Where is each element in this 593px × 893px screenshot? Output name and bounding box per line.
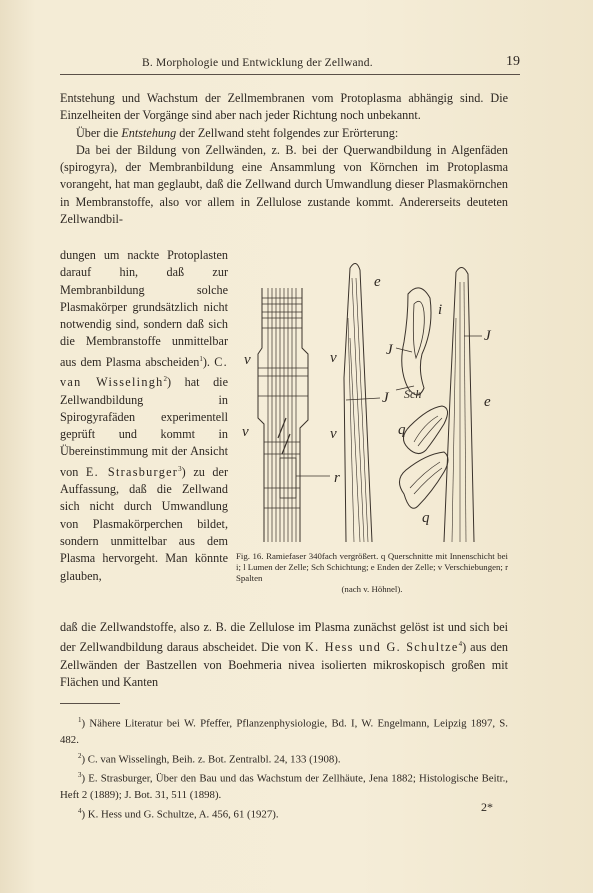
column-part-3: ) hat die Zellwandbildung in Spirogyrafäden experimentell geprüft und kommt in Übereinstimmung mit der Ansicht von — [60, 375, 228, 479]
footnote-4 — [60, 803, 508, 823]
author-names: K. Hess und G. Schultze — [305, 640, 459, 655]
paragraph-3: Da bei der Bildung von Zellwänden, z. B. bei der Querwandbildung in Algenfäden (spirogyra), der Membranbildung eine Ansammlung von Körnchen im Protoplasma vorangeht, hat man geglaubt, daß die Zellwand durch Umwandlung dieser Plasmakörnchen in Membranstoffe, also vor allem in Zellulose zustande kommt. Andererseits deuteten Zellwandbil- — [60, 142, 508, 227]
caption-credit: (nach v. Höhnel). — [341, 584, 403, 594]
footnote-1-mark: 1 — [78, 716, 82, 724]
fig-label-e-top: e — [374, 274, 381, 290]
fig-label-v-left-lower: v — [242, 424, 249, 440]
figure-caption — [236, 551, 508, 595]
cross-section-lower — [399, 452, 448, 508]
cross-section-middle — [403, 406, 447, 454]
footnote-2-text: ) C. van Wisselingh, Beih. z. Bot. Zentralbl. 24, 133 (1908). — [81, 753, 341, 766]
fig-label-v-right-upper: v — [330, 350, 337, 366]
intro-text — [60, 90, 508, 228]
paragraph-2 — [60, 125, 508, 142]
fiber-left — [258, 288, 308, 542]
author-name-2: E. Strasburger — [85, 464, 179, 479]
ref-4: 4 — [458, 640, 463, 649]
author-name-1: C. van Wisselingh — [60, 354, 229, 390]
fiber-middle — [344, 263, 372, 542]
footnote-1-text: ) Nähere Literatur bei W. Pfeffer, Pflanzenphysiologie, Bd. I, W. Engelmann, Leipzig 1897, S. 482. — [60, 717, 508, 746]
left-column-text — [60, 247, 228, 585]
fig-label-v-left-upper: v — [244, 352, 251, 368]
footnote-4-mark: 4 — [78, 806, 82, 815]
footnote-3 — [60, 767, 508, 803]
para2-emphasis: Entstehung — [121, 125, 177, 140]
footnotes — [60, 712, 508, 822]
bottom-part-1: daß die Zellwandstoffe, also z. B. die Zellulose im Plasma zunächst gelöst ist und sich bei der Zellwandbildung daraus abscheidet. Die von — [60, 620, 508, 655]
fig-label-e-right: e — [484, 394, 491, 410]
page-number: 19 — [506, 54, 520, 69]
footnote-2-mark: 2 — [78, 751, 82, 760]
column-part-1: dungen um nackte Protoplasten darauf hin, daß zur Membranbildung solche Plasmakörper grundsätzlich nicht notwendig sind, sondern daß sich die Membranstoffe unmittelbar aus dem Plasma abscheiden — [60, 248, 228, 369]
fig-label-J-lower: J — [382, 390, 389, 406]
column-paragraph — [60, 247, 228, 585]
footnote-3-text: ) E. Strasburger, Über den Bau und das Wachstum der Zellhäute, Jena 1882; Histologische Beitr., Heft 2 (1889); J. Bot. 31, 511 (1898). — [60, 772, 508, 801]
ref-3: 3 — [178, 464, 182, 473]
fig-label-q-lower: q — [422, 510, 430, 526]
fig-label-i: i — [438, 302, 443, 318]
column-part-4: ) zu der Auffassung, daß die Zellwand sich nicht durch Umwandlung von Plasmakörperchen bildet, sondern unmittelbar aus dem Plasma hervorgeht. Man könnte glauben, — [60, 464, 228, 583]
fig-label-J-right: J — [484, 328, 491, 344]
bottom-part-2: ) aus den Zellwänden der Bastzellen von Boehmeria nivea isolierten mikroskopisch großen mit Flächen und Kanten — [60, 640, 509, 689]
fig-label-r: r — [334, 470, 340, 486]
footnote-rule — [60, 703, 120, 704]
cross-section-upper — [402, 288, 431, 395]
footnote-3-mark: 3 — [78, 771, 82, 780]
para2-suffix: der Zellwand steht folgendes zur Erörterung: — [176, 125, 399, 140]
fig-label-v-right-lower: v — [330, 426, 337, 442]
fig-label-Sch: Sch — [404, 387, 422, 401]
fiber-right — [444, 267, 474, 542]
ref-1: 1 — [199, 354, 203, 363]
footnote-2 — [60, 748, 508, 768]
fig-label-q-upper: q — [398, 422, 406, 438]
bottom-paragraph — [60, 619, 508, 691]
para2-prefix: Über die — [76, 125, 122, 140]
column-part-2: ). — [202, 354, 215, 369]
figure-ramie-fiber — [238, 258, 510, 542]
running-title: B. Morphologie und Entwicklung der Zellwand. — [142, 57, 373, 69]
bottom-text — [60, 619, 508, 691]
footnote-1 — [60, 712, 508, 748]
running-header — [60, 52, 520, 75]
signature-mark: 2* — [481, 800, 493, 814]
caption-text: Fig. 16. Ramiefaser 340fach vergrößert. q Querschnitte mit Innenschicht bei i; l Lumen der Zelle; Sch Schichtung; e Enden der Zelle; v Verschiebungen; r Spalten — [236, 551, 508, 583]
fig-label-J-mid: J — [386, 342, 393, 358]
paragraph-1: Entstehung und Wachstum der Zellmembranen vom Protoplasma abhängig sind. Die Einzelheiten der Vorgänge sind aber nach jeder Richtung noch unbekannt. — [60, 91, 508, 123]
footnote-4-text: ) K. Hess und G. Schultze, A. 456, 61 (1927). — [81, 808, 279, 821]
ref-2: 2 — [163, 375, 167, 384]
